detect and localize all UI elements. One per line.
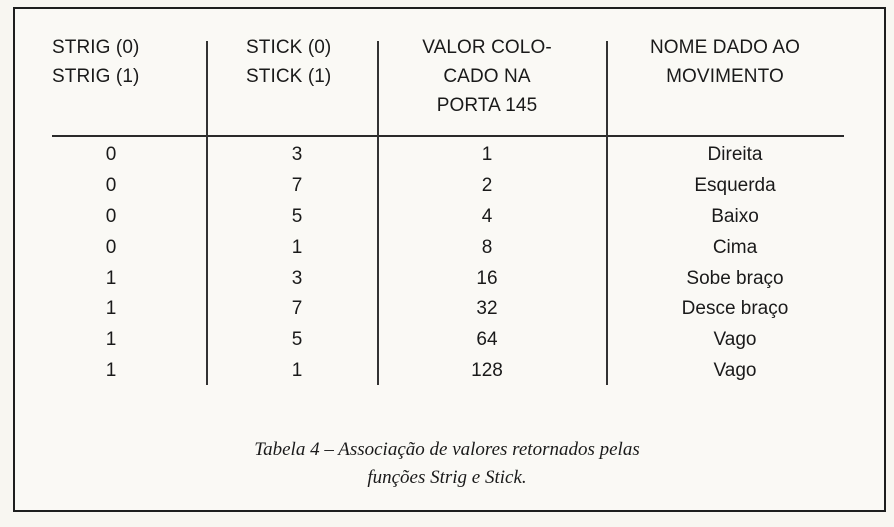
table-row [0,171,894,202]
header-strig-line-1: STRIG (0) [52,37,140,58]
cell-strig: 0 [105,174,117,196]
cell-nome: Vago [713,360,757,382]
table-row [0,325,894,356]
table-row [0,202,894,233]
cell-stick: 7 [291,298,303,320]
table-row [0,294,894,325]
cell-strig: 0 [105,144,117,165]
cell-strig: 0 [105,236,117,258]
table-row [0,356,894,387]
table-row [0,264,894,295]
header-strig [52,33,139,91]
cell-valor: 128 [471,360,503,382]
header-valor [382,33,592,120]
cell-stick: 1 [291,236,303,258]
cell-stick: 3 [291,267,303,289]
cell-stick: 5 [291,329,303,351]
cell-nome: Sobe braço [686,267,784,289]
table-row [0,140,894,171]
cell-valor: 64 [476,329,498,351]
cell-valor: 32 [476,298,498,320]
cell-valor: 4 [481,205,493,227]
cell-strig: 1 [105,267,117,289]
header-valor-line-1: VALOR COLO- [422,37,552,58]
cell-stick: 3 [291,144,303,165]
cell-nome: Esquerda [694,174,776,196]
header-divider [52,135,844,137]
cell-strig: 1 [105,298,117,320]
header-stick [246,33,331,91]
cell-stick: 1 [291,360,303,382]
cell-valor: 1 [481,144,493,165]
cell-strig: 1 [105,360,117,382]
header-stick-line-2: STICK (1) [246,66,332,87]
cell-nome: Desce braço [681,298,789,320]
header-valor-line-2: CADO NA [443,66,531,87]
header-nome [615,33,835,91]
cell-strig: 0 [105,205,117,227]
caption-line-1: Tabela 4 – Associação de valores retornados pelas [254,439,640,460]
cell-stick: 5 [291,205,303,227]
header-stick-line-1: STICK (0) [246,37,332,58]
cell-stick: 7 [291,174,303,196]
cell-valor: 16 [476,267,498,289]
cell-nome: Cima [712,236,758,258]
cell-valor: 8 [481,236,493,258]
header-nome-line-1: NOME DADO AO [649,37,801,58]
cell-strig: 1 [105,329,117,351]
table-row [0,233,894,264]
header-valor-line-3: PORTA 145 [436,95,538,116]
cell-nome: Direita [707,144,763,165]
table-body [0,140,894,387]
cell-nome: Baixo [711,205,759,227]
table-caption [0,436,894,492]
cell-valor: 2 [481,174,493,196]
caption-line-2: funções Strig e Stick. [367,467,527,488]
header-nome-line-2: MOVIMENTO [666,66,784,87]
header-strig-line-2: STRIG (1) [52,66,140,87]
cell-nome: Vago [713,329,757,351]
